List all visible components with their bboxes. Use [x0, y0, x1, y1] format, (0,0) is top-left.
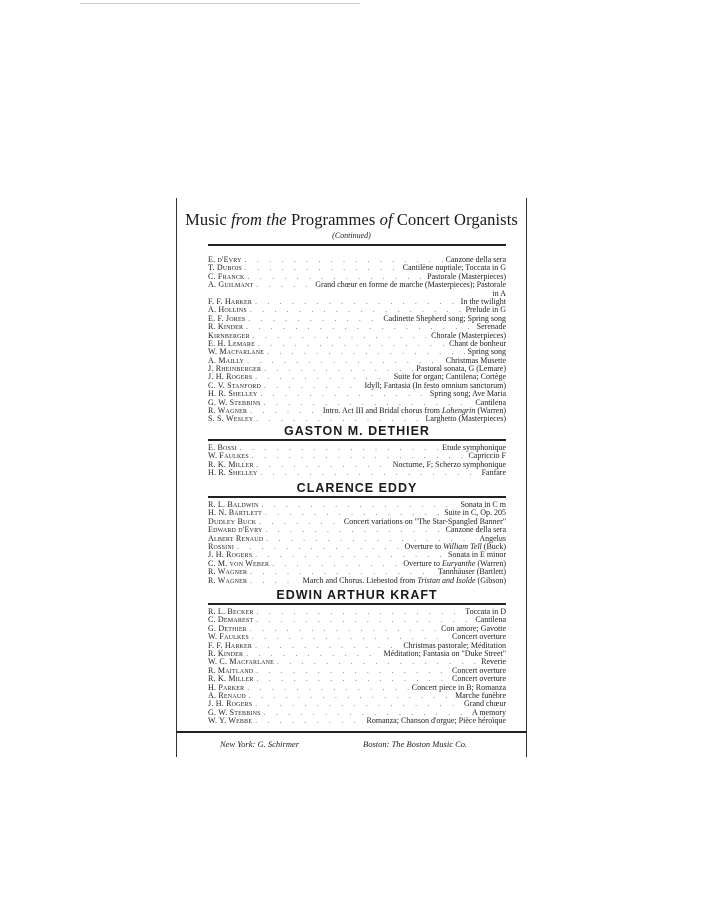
general-list — [208, 256, 506, 424]
program-row — [208, 452, 506, 460]
composer-name: R. K. Miller — [208, 460, 254, 469]
dot-leader — [277, 658, 478, 666]
composer-name: W. Faulkes — [208, 633, 249, 642]
work-title: Concert piece in B; Romanza — [411, 683, 506, 692]
dot-leader — [257, 675, 449, 683]
footer-boston: Boston: The Boston Music Co. — [363, 739, 468, 749]
kraft-list — [208, 608, 506, 725]
program-row — [208, 501, 506, 509]
program-row — [208, 373, 506, 381]
program-row — [208, 560, 506, 568]
dot-leader — [264, 709, 469, 717]
composer-name: J. H. Rogers — [208, 373, 253, 382]
work-title: Marche funèbre — [455, 691, 506, 700]
dot-leader — [265, 509, 441, 517]
dot-leader — [245, 264, 400, 272]
eddy-rule — [208, 496, 506, 498]
composer-name: R. Kinder — [208, 649, 244, 658]
composer-name: W. C. Macfarlane — [208, 658, 275, 667]
work-title: Concert overture — [452, 633, 506, 642]
work-title: Cadinette Shepherd song; Spring song — [383, 314, 506, 323]
work-title: Méditation; Fantasia on "Duke Street" — [383, 649, 506, 658]
work-title: Etude symphonique — [442, 444, 506, 452]
program-row — [208, 577, 506, 585]
footer-new-york: New York: G. Schirmer — [220, 739, 300, 749]
composer-name: F. F. Harker — [208, 297, 253, 306]
composer-name: S. S. Wesley — [208, 415, 254, 424]
program-row — [208, 315, 506, 323]
work-title: Capriccio F — [468, 452, 506, 461]
composer-name: R. Kinder — [208, 323, 244, 332]
composer-name: A. Hollins — [208, 306, 247, 315]
program-row — [208, 684, 506, 692]
dot-leader — [246, 650, 380, 658]
composer-name: H. Parker — [208, 683, 245, 692]
composer-name: Rossini — [208, 542, 235, 551]
program-row — [208, 642, 506, 650]
work-title: Pastorale (Masterpieces) — [427, 272, 506, 281]
work-title: Cantilène nuptiale; Toccata in G — [402, 264, 506, 273]
dot-leader — [255, 700, 461, 708]
work-title: Romanza; Chanson d'orgue; Pièce héroïque — [366, 717, 506, 726]
work-title: Suite in C, Op. 205 — [444, 509, 506, 518]
program-row — [208, 332, 506, 340]
program-row — [208, 535, 506, 543]
program-row — [208, 469, 506, 477]
program-row — [208, 633, 506, 641]
composer-name: C. M. von Weber — [208, 559, 270, 568]
program-row — [208, 390, 506, 398]
composer-name: E. d'Evry — [208, 256, 242, 264]
dot-leader — [248, 273, 425, 281]
dot-leader — [247, 357, 443, 365]
dot-leader — [256, 281, 312, 289]
dot-leader — [256, 616, 472, 624]
program-row — [208, 323, 506, 331]
dot-leader — [253, 332, 428, 340]
work-title: Angelus — [479, 534, 506, 543]
dot-leader — [256, 415, 422, 423]
program-row — [208, 348, 506, 356]
program-row — [208, 264, 506, 272]
section-heading-kraft: EDWIN ARTHUR KRAFT — [276, 588, 438, 602]
work-title: In the twilight — [460, 297, 506, 306]
composer-name: C. Franck — [208, 272, 245, 281]
work-title: Idyll; Fantasia (In festo omnium sanctorum) — [364, 381, 506, 390]
composer-name: A. Renaud — [208, 691, 246, 700]
work-title: Canzone della sera — [445, 256, 506, 264]
program-row — [208, 551, 506, 559]
work-title: Suite for organ; Cantilena; Cortège — [393, 373, 506, 382]
composer-name: F. F. Harker — [208, 641, 253, 650]
composer-name: H. N. Bartlett — [208, 509, 262, 518]
program-row — [208, 306, 506, 314]
composer-name: R. Wagner — [208, 576, 248, 585]
dot-leader — [259, 518, 341, 526]
work-title: Sonata in E minor — [448, 551, 506, 560]
program-row — [208, 692, 506, 700]
composer-name: H. R. Shelley — [208, 469, 258, 478]
dot-leader — [255, 717, 363, 725]
work-title: Intro. Act III and Bridal chorus from Lohengrin (Warren) — [322, 407, 506, 416]
work-title: Canzone della sera — [445, 526, 506, 535]
work-title: Christmas pastorale; Méditation — [403, 641, 506, 650]
work-title: Chant de bonheur — [449, 339, 506, 348]
dot-leader — [267, 348, 464, 356]
program-row — [208, 298, 506, 306]
program-row — [208, 543, 506, 551]
work-title: Pastoral sonata, G (Lemare) — [416, 365, 506, 374]
program-row — [208, 675, 506, 683]
program-row — [208, 625, 506, 633]
work-title: Grand chœur en forme de marche (Masterpieces); Pastorale — [315, 281, 506, 290]
program-row — [208, 340, 506, 348]
work-continuation: in A — [492, 288, 506, 298]
work-title: Chorale (Masterpieces) — [431, 331, 506, 340]
work-title: Fanfare — [481, 469, 506, 478]
program-row — [208, 273, 506, 281]
dethier-list — [208, 444, 506, 478]
program-row — [208, 365, 506, 373]
dot-leader — [246, 323, 473, 331]
program-row — [208, 700, 506, 708]
page-title: Music from the Programmes of Concert Organists — [185, 210, 518, 229]
composer-name: A. Guilmant — [208, 281, 254, 290]
dot-leader — [272, 560, 400, 568]
dot-leader — [252, 633, 449, 641]
eddy-list — [208, 501, 506, 585]
composer-name: E. H. Lemare — [208, 339, 255, 348]
program-row — [208, 518, 506, 526]
dot-leader — [250, 407, 320, 415]
program-row — [208, 399, 506, 407]
composer-name: E. F. Jores — [208, 314, 246, 323]
work-title: Tannhäuser (Bartlett) — [437, 568, 506, 577]
composer-name: W. Y. Webbe — [208, 717, 253, 726]
work-title: March and Chorus. Liebestod from Tristan and Isolde (Gibson) — [302, 576, 506, 585]
composer-name: R. L. Becker — [208, 608, 254, 616]
dot-leader — [264, 382, 361, 390]
work-title: Nocturne, F; Scherzo symphonique — [392, 460, 506, 469]
program-row — [208, 667, 506, 675]
program-row — [208, 616, 506, 624]
work-title: Prelude in G — [465, 306, 506, 315]
kraft-rule — [208, 603, 506, 605]
composer-name: Albert Renaud — [208, 534, 264, 543]
composer-name: G. W. Stebbins — [208, 708, 261, 717]
work-title: Grand chœur — [464, 700, 506, 709]
program-row — [208, 415, 506, 423]
composer-name: H. R. Shelley — [208, 390, 258, 399]
work-title: Larghetto (Masterpieces) — [425, 415, 506, 424]
work-title: Christmas Musette — [445, 356, 506, 365]
program-row — [208, 717, 506, 725]
dot-leader — [257, 461, 390, 469]
dot-leader — [264, 365, 413, 373]
dot-leader — [250, 306, 463, 314]
composer-name: C. Demarest — [208, 616, 254, 625]
dot-leader — [250, 577, 299, 585]
composer-name: G. Dethier — [208, 624, 247, 633]
composer-name: G. W. Stebbins — [208, 398, 261, 407]
title-rule — [208, 244, 506, 246]
composer-name: J. H. Rogers — [208, 700, 253, 709]
dot-leader — [256, 667, 449, 675]
dot-leader — [261, 501, 457, 509]
work-title: Cantilena — [475, 398, 506, 407]
program-row — [208, 461, 506, 469]
dot-leader — [250, 568, 435, 576]
program-row — [208, 608, 506, 616]
program-row — [208, 382, 506, 390]
composer-name: R. Wagner — [208, 568, 248, 577]
dot-leader — [261, 390, 427, 398]
work-title: Serenade — [476, 323, 506, 332]
composer-name: Dudley Buck — [208, 517, 257, 526]
program-row — [208, 658, 506, 666]
work-title: Spring song — [467, 348, 506, 357]
program-row — [208, 568, 506, 576]
program-row — [208, 509, 506, 517]
dot-leader — [250, 625, 438, 633]
dot-leader — [258, 340, 446, 348]
dot-leader — [237, 543, 401, 551]
program-row — [208, 281, 506, 289]
program-row — [208, 444, 506, 452]
work-title: Con amore; Gavotte — [441, 624, 506, 633]
composer-name: E. Bossi — [208, 444, 237, 452]
composer-name: W. Macfarlane — [208, 348, 265, 357]
program-row — [208, 407, 506, 415]
dot-leader — [261, 469, 479, 477]
work-title: Overture to Euryanthe (Warren) — [403, 559, 506, 568]
dot-leader — [257, 608, 463, 616]
dot-leader — [249, 692, 452, 700]
work-title: Reverie — [481, 658, 506, 667]
work-title: Concert variations on "The Star-Spangled Banner" — [343, 517, 506, 526]
composer-name: J. Rheinberger — [208, 365, 262, 374]
scan-artifact-line — [80, 3, 360, 4]
program-row — [208, 526, 506, 534]
composer-name: R. K. Miller — [208, 675, 254, 684]
program-row — [208, 709, 506, 717]
work-title: Overture to William Tell (Buck) — [404, 542, 506, 551]
dot-leader — [264, 399, 473, 407]
program-row — [208, 357, 506, 365]
composer-name: Edward d'Evry — [208, 526, 263, 535]
dot-leader — [248, 315, 380, 323]
dot-leader — [265, 526, 442, 534]
composer-name: Kirnberger — [208, 331, 250, 340]
page-subtitle: (Continued) — [332, 231, 371, 240]
section-heading-dethier: GASTON M. DETHIER — [284, 424, 430, 438]
work-title: Toccata in D — [465, 608, 506, 616]
composer-name: A. Mailly — [208, 356, 245, 365]
section-heading-eddy: CLARENCE EDDY — [296, 481, 418, 495]
composer-name: R. L. Baldwin — [208, 501, 259, 509]
composer-name: T. Dubois — [208, 264, 242, 273]
composer-name: R. Maitland — [208, 666, 254, 675]
composer-name: C. V. Stanford — [208, 381, 262, 390]
work-title: Cantilena — [475, 616, 506, 625]
composer-name: R. Wagner — [208, 407, 248, 416]
composer-name: J. H. Rogers — [208, 551, 253, 560]
dot-leader — [240, 444, 439, 452]
dot-leader — [255, 551, 445, 559]
dot-leader — [255, 373, 390, 381]
dot-leader — [255, 298, 458, 306]
dethier-rule — [208, 439, 506, 441]
dot-leader — [247, 684, 408, 692]
program-row — [208, 650, 506, 658]
composer-name: W. Faulkes — [208, 452, 249, 461]
dot-leader — [266, 535, 476, 543]
program-row — [208, 256, 506, 264]
dot-leader — [245, 256, 443, 264]
dot-leader — [252, 452, 466, 460]
dot-leader — [255, 642, 400, 650]
work-title: Concert overture — [452, 675, 506, 684]
work-title: A memory — [472, 708, 506, 717]
work-title: Sonata in C m — [460, 501, 506, 509]
work-title: Concert overture — [452, 666, 506, 675]
work-title: Spring song; Ave Maria — [429, 390, 506, 399]
footer-rule — [176, 731, 527, 733]
